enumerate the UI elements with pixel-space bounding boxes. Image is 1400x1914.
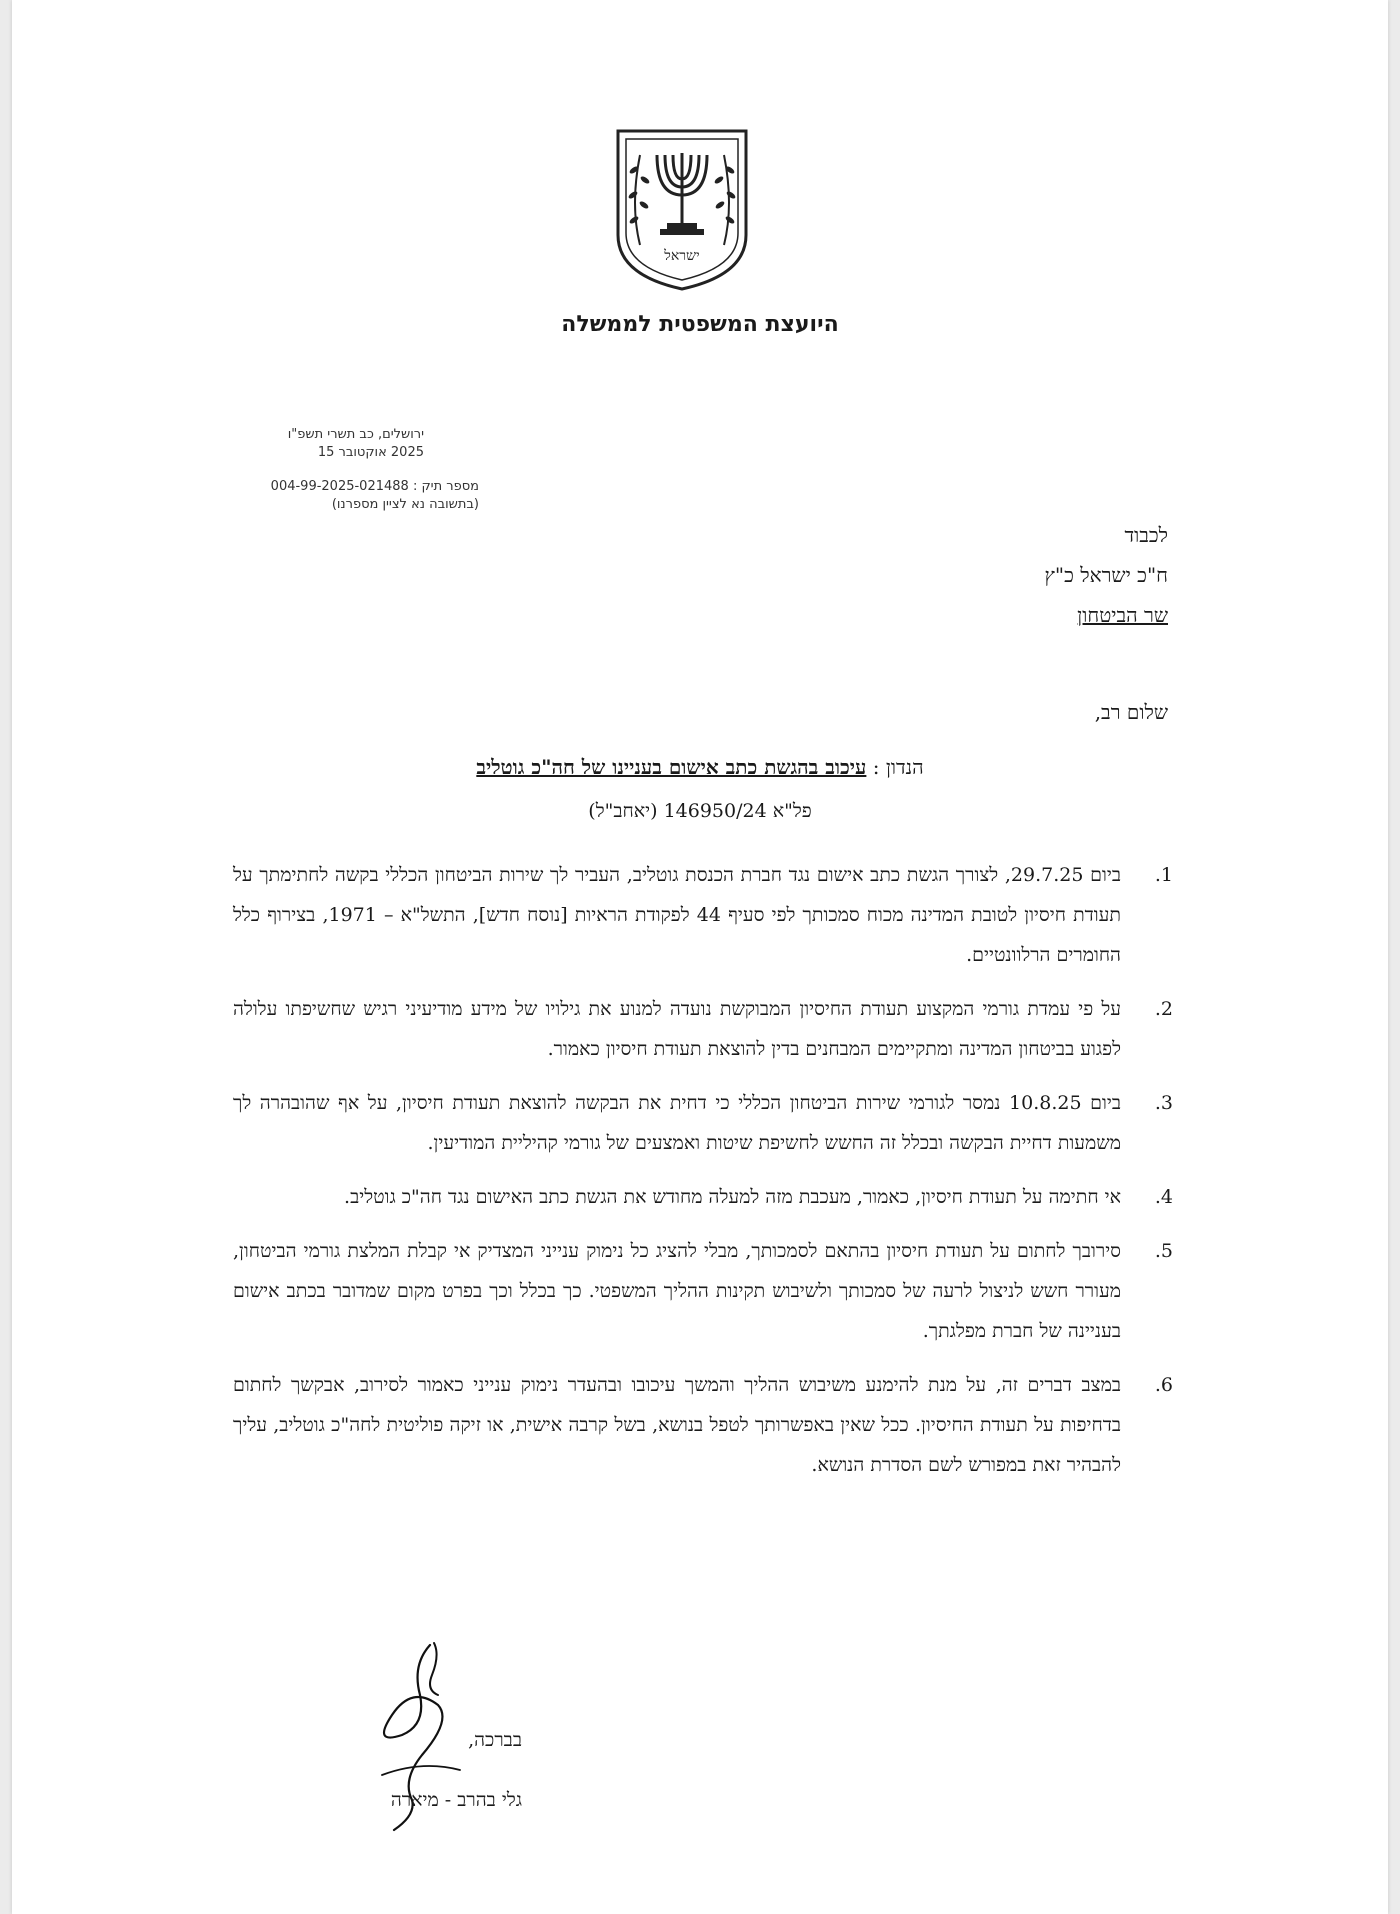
paragraph-text: ביום 10.8.25 נמסר לגורמי שירות הביטחון הכללי כי דחית את הבקשה להוצאת תעודת חיסיון, על אף שהובהרה לך משמעות דחיית הבקשה ובכלל זה החשש לחשיפת שיטות ואמצעים של גורמי קהיליית המודיעין. (233, 1092, 1122, 1154)
paragraph-1 (233, 855, 1173, 975)
recipient-block (768, 515, 1168, 635)
paragraph-text: סירובך לחתום על תעודת חיסיון בהתאם לסמכותך, מבלי להציג כל נימוק ענייני המצדיק אי קבלת המלצת גורמי הביטחון, מעורר חשש לניצול לרעה של סמכותך ולשיבוש תקינות ההליך המשפטי. כך בכלל וכך בפרט מקום שמדובר בכתב אישום בעניינה של חברת מפלגתך. (233, 1240, 1121, 1342)
subject-line (12, 755, 1388, 780)
paragraph-text: ביום 29.7.25, לצורך הגשת כתב אישום נגד חברת הכנסת גוטליב, העביר לך שירות הביטחון הכללי בקשה לחתימתך על תעודת חיסיון לטובת המדינה מכוח סמכותך לפי סעיף 44 לפקודת הראיות [נוסח חדש], התשל"א – 1971, בצירוף כלל החומרים הרלוונטיים. (233, 864, 1122, 966)
paragraph-text: במצב דברים זה, על מנת להימנע משיבוש ההליך והמשך עיכובו ובהעדר נימוק ענייני כאמור לסירוב, אבקשך לחתום בדחיפות על תעודת החיסיון. ככל שאין באפשרותך לטפל בנושא, בשל קרבה אישית, או זיקה פוליטית לחה"כ גוטליב, עליך להבהיר זאת במפורש לשם הסדרת הנושא. (233, 1374, 1121, 1476)
closing-regards: בברכה, (468, 1729, 522, 1751)
paragraph-number: 4. (1154, 1186, 1173, 1208)
subject-prefix: הנדון : (872, 755, 924, 779)
recipient-name: ח"כ ישראל כ"ץ (1044, 563, 1168, 587)
signer-name: גלי בהרב - מיארה (390, 1789, 522, 1811)
recipient-to: לכבוד (1124, 523, 1168, 547)
subject-text: עיכוב בהגשת כתב אישום בעניינו של חה"כ גוטליב (476, 755, 867, 779)
paragraph-number: 1. (1154, 864, 1173, 886)
paragraph-number: 5. (1154, 1240, 1173, 1262)
paragraph-number: 3. (1154, 1092, 1173, 1114)
reference-note: (בתשובה נא לציין מספרנו) (331, 497, 479, 512)
paragraph-2 (233, 989, 1173, 1069)
letter-date: 2025 אוקטובר 15 (317, 445, 424, 460)
recipient-title: שר הביטחון (1077, 603, 1168, 627)
letter-page (12, 0, 1388, 1914)
emblem-label: ישראל (664, 248, 700, 264)
reference-number: מספר תיק : 004-99-2025-021488 (270, 479, 479, 494)
paragraph-number: 6. (1154, 1374, 1173, 1396)
office-name: היועצת המשפטית לממשלה (561, 312, 839, 337)
paragraph-6 (233, 1365, 1173, 1485)
greeting: שלום רב, (1094, 700, 1168, 724)
letter-location: ירושלים, כב תשרי תשפ"ו (287, 427, 424, 442)
reference-block (224, 478, 479, 514)
paragraph-text: אי חתימה על תעודת חיסיון, כאמור, מעכבת מזה למעלה מחודש את הגשת כתב האישום נגד חה"כ גוטליב. (344, 1186, 1121, 1208)
case-reference: פל"א 146950/24 (יאחב"ל) (588, 800, 812, 822)
letter-date-block (224, 426, 424, 462)
paragraph-text: על פי עמדת גורמי המקצוע תעודת החיסיון המבוקשת נועדה למנוע את גילויו של מידע מודיעיני רגיש שחשיפתו עלולה לפגוע בביטחון המדינה ומתקיימים המבחנים בדין להוצאת תעודת חיסיון כאמור. (233, 998, 1121, 1060)
paragraph-3 (233, 1083, 1173, 1163)
paragraph-4 (233, 1177, 1173, 1217)
paragraph-number: 2. (1154, 998, 1173, 1020)
paragraph-5 (233, 1231, 1173, 1351)
letter-body (233, 855, 1173, 1499)
state-emblem-icon (612, 125, 752, 293)
closing-block (322, 1710, 522, 1830)
